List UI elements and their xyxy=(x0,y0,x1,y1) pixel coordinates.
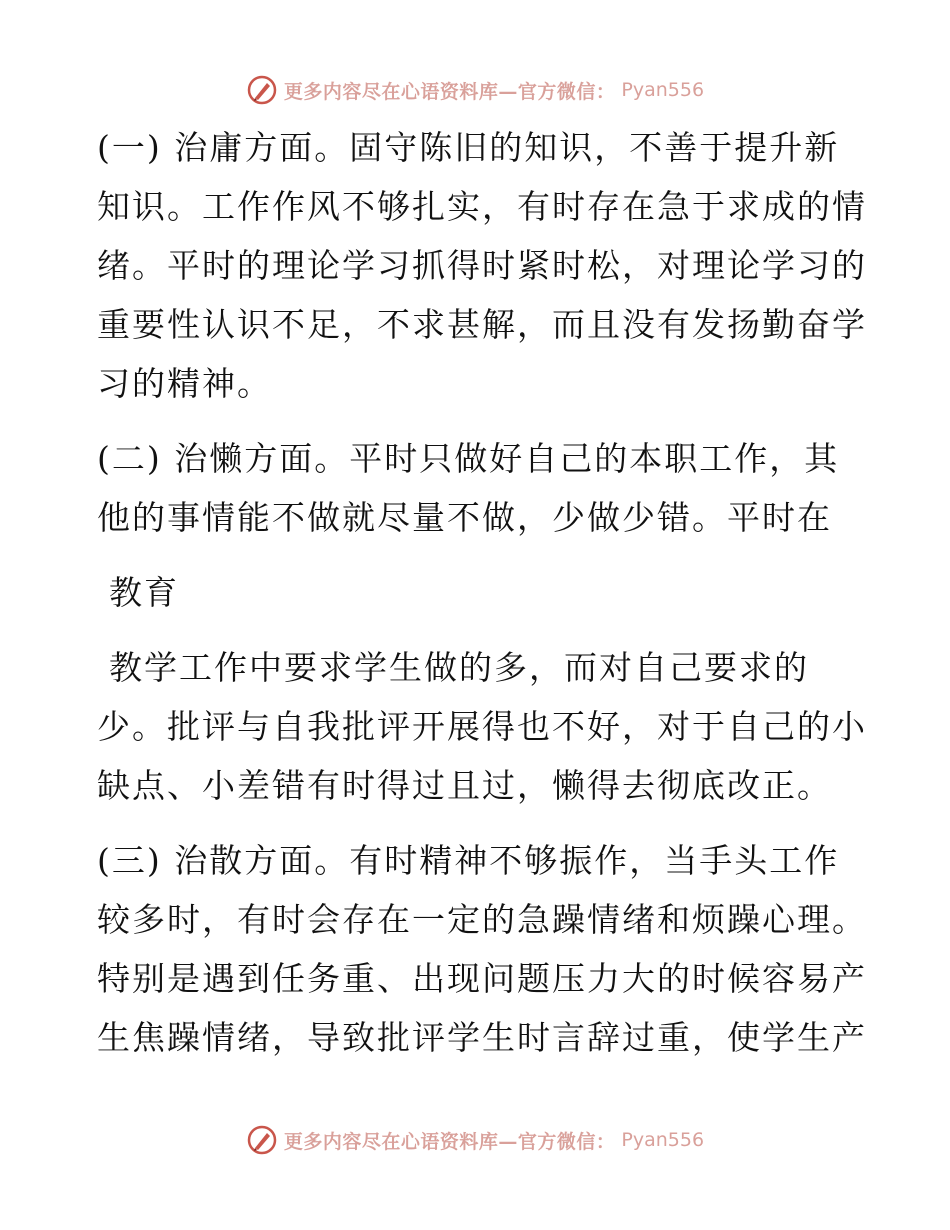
paragraph-3 xyxy=(97,563,857,622)
paragraph-2 xyxy=(97,429,857,547)
text-line: 教学工作中要求学生做的多，而对自己要求的 xyxy=(109,648,809,687)
pen-logo-icon xyxy=(246,74,278,106)
document-body xyxy=(97,118,867,1067)
text-line: 少。批评与自我批评开展得也不好，对于自己的小 xyxy=(97,707,867,746)
text-line: (一) 治庸方面。固守陈旧的知识，不善于提升新 xyxy=(97,128,840,167)
watermark-wechat-id: Pyan556 xyxy=(621,1129,705,1151)
text-line: 生焦躁情绪，导致批评学生时言辞过重，使学生产 xyxy=(97,1018,867,1057)
paragraph-5 xyxy=(97,831,867,1067)
text-line: 特别是遇到任务重、出现问题压力大的时候容易产 xyxy=(97,959,867,998)
text-line: 重要性认识不足，不求甚解，而且没有发扬勤奋学 xyxy=(97,305,867,344)
text-line: 绪。平时的理论学习抓得时紧时松，对理论学习的 xyxy=(97,246,867,285)
paragraph-1 xyxy=(97,118,867,413)
text-line: (二) 治懒方面。平时只做好自己的本职工作，其 xyxy=(97,439,840,478)
watermark-wechat-id: Pyan556 xyxy=(621,79,705,101)
text-line: 缺点、小差错有时得过且过，懒得去彻底改正。 xyxy=(97,766,832,805)
watermark-text: 更多内容尽在心语资料库—官方微信： xyxy=(283,1130,616,1153)
text-line: (三) 治散方面。有时精神不够振作，当手头工作 xyxy=(97,841,840,880)
paragraph-4 xyxy=(97,638,867,815)
pen-logo-icon xyxy=(246,1124,278,1156)
watermark-text: 更多内容尽在心语资料库—官方微信： xyxy=(283,80,616,103)
text-line: 教育 xyxy=(109,573,179,612)
text-line: 较多时，有时会存在一定的急躁情绪和烦躁心理。 xyxy=(97,900,867,939)
footer-watermark xyxy=(0,1120,950,1160)
text-line: 习的精神。 xyxy=(97,364,272,403)
text-line: 知识。工作作风不够扎实，有时存在急于求成的情 xyxy=(97,187,867,226)
text-line: 他的事情能不做就尽量不做，少做少错。平时在 xyxy=(97,498,832,537)
header-watermark xyxy=(0,70,950,110)
